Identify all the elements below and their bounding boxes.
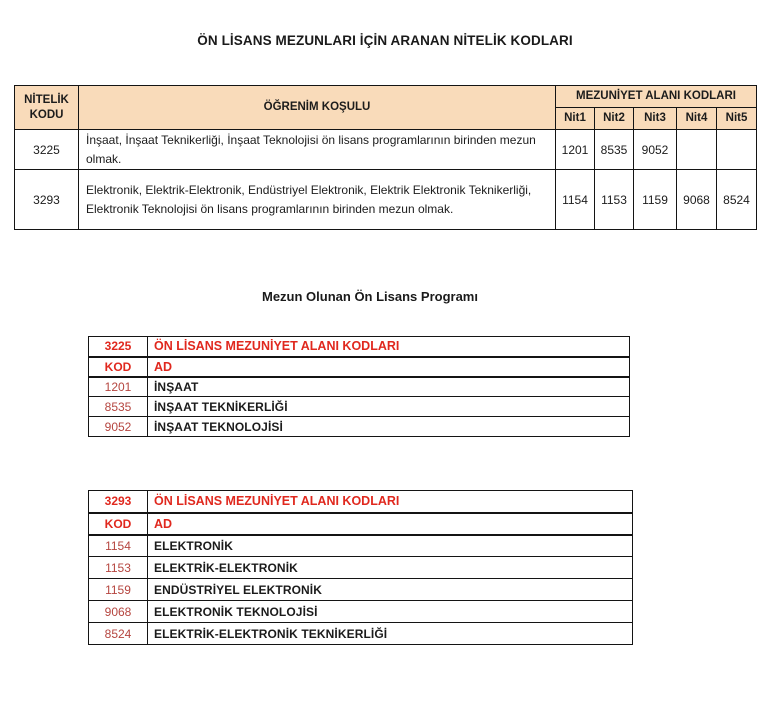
- table-row: [89, 377, 630, 397]
- table-row: [89, 557, 633, 579]
- nitelik-kodu-header: NİTELİK KODU: [15, 86, 79, 130]
- nit-code-cell: [677, 130, 717, 170]
- ad-cell: İNŞAAT TEKNOLOJİSİ: [148, 417, 630, 437]
- kod-cell: 1153: [89, 557, 148, 579]
- nit-code-cell: 1153: [595, 170, 634, 230]
- ad-cell: İNŞAAT TEKNİKERLİĞİ: [148, 397, 630, 417]
- table-row: [89, 623, 633, 645]
- kod-cell: 1201: [89, 377, 148, 397]
- ad-cell: ELEKTRONİK: [148, 535, 633, 557]
- table-row: [89, 417, 630, 437]
- kod-cell: 9068: [89, 601, 148, 623]
- kod-cell: 8535: [89, 397, 148, 417]
- ad-cell: ELEKTRİK-ELEKTRONİK TEKNİKERLİĞİ: [148, 623, 633, 645]
- program-code-cell: 3293: [89, 491, 148, 513]
- nitelik-code-cell: 3225: [15, 130, 79, 170]
- program-table-3293: [88, 490, 633, 645]
- program-table-title: ÖN LİSANS MEZUNİYET ALANI KODLARI: [148, 337, 630, 357]
- table-row: [89, 535, 633, 557]
- nit-code-cell: 8524: [717, 170, 757, 230]
- nit-code-cell: 1154: [556, 170, 595, 230]
- table-row: [89, 601, 633, 623]
- kod-cell: 9052: [89, 417, 148, 437]
- ad-cell: ELEKTRİK-ELEKTRONİK: [148, 557, 633, 579]
- nitelik-code-cell: 3293: [15, 170, 79, 230]
- program-table-3225: [88, 336, 630, 437]
- ogrenim-kosulu-header: ÖĞRENİM KOŞULU: [79, 86, 556, 130]
- nit-code-cell: 1159: [634, 170, 677, 230]
- table-row: [15, 170, 757, 230]
- nit-code-cell: 9052: [634, 130, 677, 170]
- section-subtitle: Mezun Olunan Ön Lisans Programı: [262, 289, 478, 304]
- nit-code-cell: 1201: [556, 130, 595, 170]
- ad-cell: ELEKTRONİK TEKNOLOJİSİ: [148, 601, 633, 623]
- table-row: [89, 397, 630, 417]
- program-code-cell: 3225: [89, 337, 148, 357]
- condition-cell: İnşaat, İnşaat Teknikerliği, İnşaat Teknolojisi ön lisans programlarının birinden mezun olmak.: [79, 130, 556, 170]
- table-row: [89, 337, 630, 357]
- nit1-column-header: Nit1: [556, 108, 595, 130]
- table-row: [89, 491, 633, 513]
- kod-cell: 1154: [89, 535, 148, 557]
- ad-cell: ENDÜSTRİYEL ELEKTRONİK: [148, 579, 633, 601]
- ad-cell: İNŞAAT: [148, 377, 630, 397]
- nit4-column-header: Nit4: [677, 108, 717, 130]
- condition-cell: Elektronik, Elektrik-Elektronik, Endüstriyel Elektronik, Elektrik Elektronik Teknikerliği, Elektronik Teknolojisi ön lisans programlarının birinden mezun olmak.: [79, 170, 556, 230]
- nit-code-cell: [717, 130, 757, 170]
- ad-header: AD: [148, 513, 633, 535]
- nit-code-cell: 9068: [677, 170, 717, 230]
- table-row: [89, 513, 633, 535]
- kod-header: KOD: [89, 357, 148, 377]
- nit-code-cell: 8535: [595, 130, 634, 170]
- kod-cell: 8524: [89, 623, 148, 645]
- mezuniyet-alani-header: MEZUNİYET ALANI KODLARI: [556, 86, 757, 108]
- nit5-column-header: Nit5: [717, 108, 757, 130]
- page-title: ÖN LİSANS MEZUNLARI İÇİN ARANAN NİTELİK KODLARI: [197, 33, 573, 48]
- main-qualification-table: [14, 85, 757, 230]
- table-row: [89, 579, 633, 601]
- table-row: [15, 130, 757, 170]
- ad-header: AD: [148, 357, 630, 377]
- main-table-header-row-1: [15, 86, 757, 108]
- nit3-column-header: Nit3: [634, 108, 677, 130]
- kod-cell: 1159: [89, 579, 148, 601]
- table-row: [89, 357, 630, 377]
- nit2-column-header: Nit2: [595, 108, 634, 130]
- kod-header: KOD: [89, 513, 148, 535]
- program-table-title: ÖN LİSANS MEZUNİYET ALANI KODLARI: [148, 491, 633, 513]
